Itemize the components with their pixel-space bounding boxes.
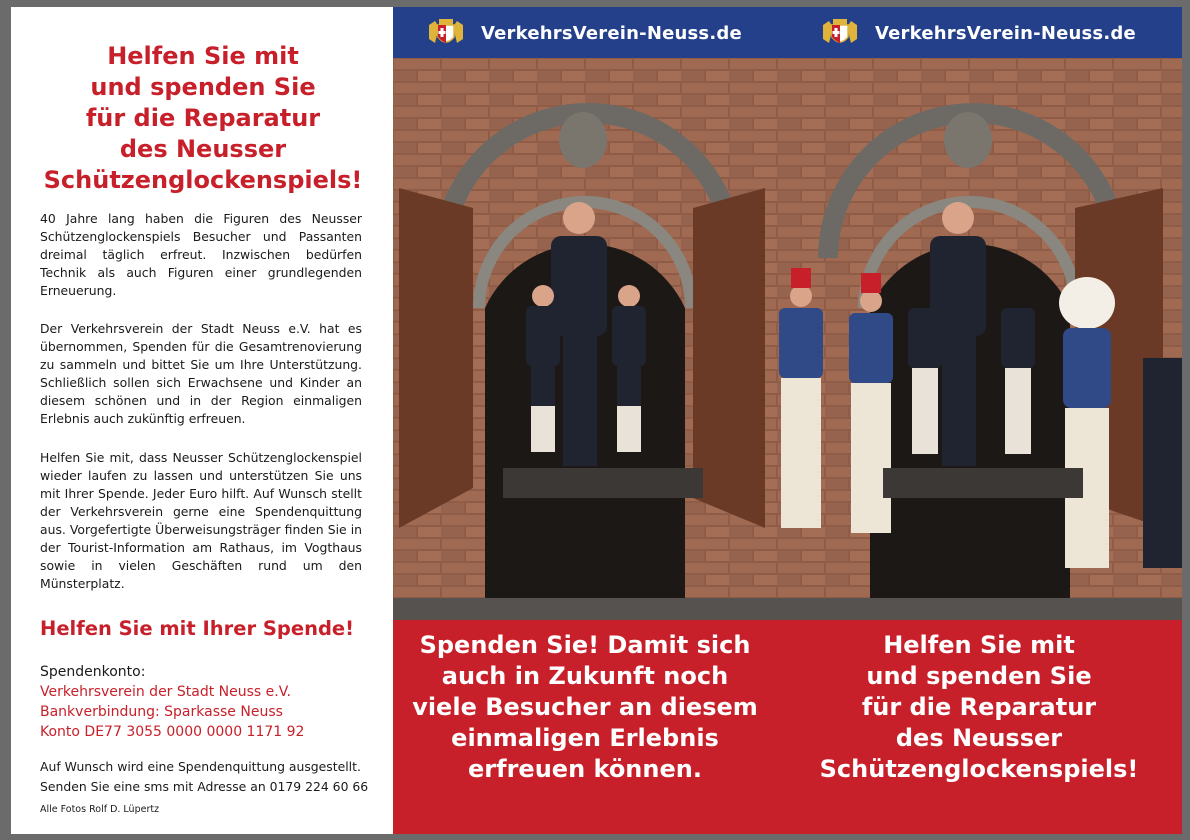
title-line: des Neusser [895, 724, 1063, 752]
account-bank: Bankverbindung: Sparkasse Neuss [40, 704, 283, 720]
slogan-line: viele Besucher an diesem [412, 693, 758, 721]
banner-item [425, 17, 742, 49]
title-line: Helfen Sie mit [107, 42, 299, 70]
banner-item [819, 17, 1136, 49]
note-line: Senden Sie eine sms mit Adresse an 0179 224 60 66 [40, 779, 369, 794]
slogan-line: erfreuen können. [468, 755, 702, 783]
red-panel-title [787, 630, 1171, 785]
website-banner [393, 7, 1182, 58]
photo-credit: Alle Fotos Rolf D. Lüpertz [40, 804, 160, 815]
red-panel-slogan [393, 630, 777, 785]
note-line: Auf Wunsch wird eine Spendenquittung ausgestellt. [40, 759, 361, 774]
call-to-action-heading: Helfen Sie mit Ihrer Spende! [40, 617, 355, 640]
slogan-line: Spenden Sie! Damit sich [419, 631, 751, 659]
account-label: Spendenkonto: [40, 664, 146, 680]
title-line: für die Reparatur [861, 693, 1097, 721]
account-number: Konto DE77 3055 0000 0000 1171 92 [40, 724, 305, 740]
banner-text: VerkehrsVerein-Neuss.de [875, 22, 1136, 44]
receipt-note [40, 757, 368, 797]
title-line: Helfen Sie mit [883, 631, 1075, 659]
title-line: Schützenglockenspiels! [43, 166, 363, 194]
title-line: des Neusser [119, 135, 287, 163]
neuss-coat-of-arms-icon [819, 17, 861, 49]
neuss-coat-of-arms-icon [425, 17, 467, 49]
banner-text: VerkehrsVerein-Neuss.de [481, 22, 742, 44]
left-title [31, 41, 375, 196]
glockenspiel-photo [393, 58, 1182, 620]
title-line: für die Reparatur [85, 104, 321, 132]
account-holder: Verkehrsverein der Stadt Neuss e.V. [40, 684, 291, 700]
slogan-line: einmaligen Erlebnis [451, 724, 719, 752]
donation-account [40, 662, 304, 742]
fundraising-paragraph: Der Verkehrsverein der Stadt Neuss e.V. hat es übernommen, Spenden für die Gesamtrenovierung zu sammeln und bittet Sie um Ihre Unterstützung. Schließlich sollen sich Erwachsene und Kinder an diesem schönen und in der Region einmaligen Erlebnis auch zukünftig erfreuen. [40, 321, 362, 426]
title-line: und spenden Sie [90, 73, 316, 101]
donation-paragraph: Helfen Sie mit, dass Neusser Schützenglockenspiel wieder laufen zu lassen und unterstützen Sie uns mit Ihrer Spende. Jeder Euro hilft. Auf Wunsch stellt der Verkehrsverein gerne eine Spendenquittung aus. Vorgefertigte Überweisungsträger finden Sie in der Tourist-Information am Rathaus, im Vogthaus sowie in vielen Geschäften rund um den Münsterplatz. [40, 450, 362, 591]
slogan-line: auch in Zukunft noch [441, 662, 729, 690]
intro-paragraph: 40 Jahre lang haben die Figuren des Neusser Schützenglockenspiels Besucher und Passanten dreimal täglich erfreut. Inzwischen bedürfen Technik als auch Figuren einer grundlegenden Erneuerung. [40, 211, 362, 298]
glockenspiel-illustration [393, 58, 1182, 620]
title-line: Schützenglockenspiels! [819, 755, 1139, 783]
left-panel [11, 7, 393, 834]
title-line: und spenden Sie [866, 662, 1092, 690]
